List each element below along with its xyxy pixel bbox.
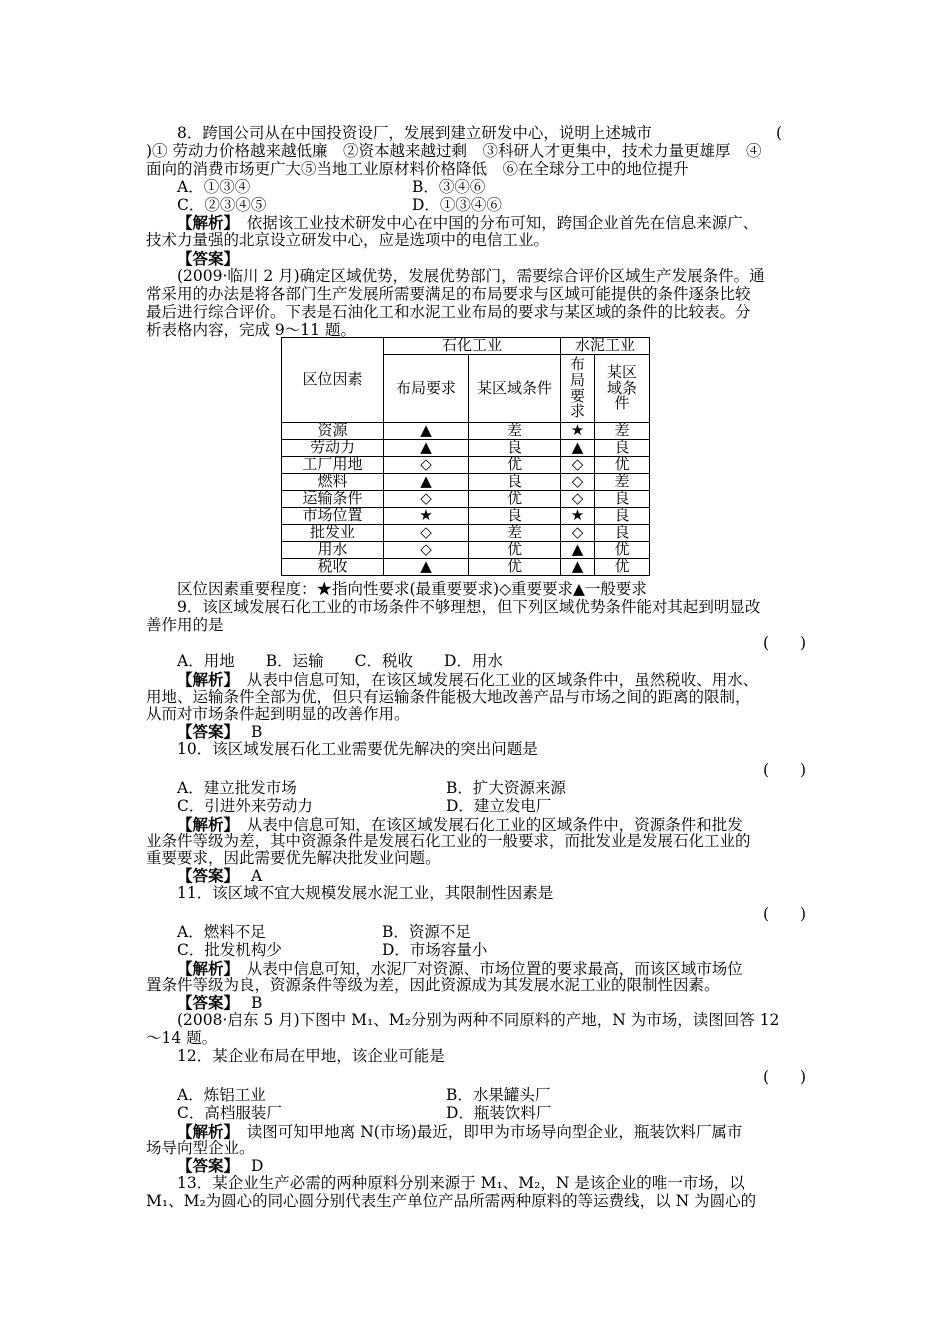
analysis-label: 【解析】 — [177, 1122, 232, 1141]
table-cell-factor: 资源 — [282, 423, 384, 440]
analysis-label: 【解析】 — [177, 959, 232, 978]
table-cell-c-req: ★ — [561, 423, 595, 440]
q10-option-b: B．扩大资源来源 — [446, 779, 566, 797]
table-cell-c-cond: 优 — [595, 542, 650, 559]
intro2-line2: ～14 题。 — [146, 1029, 218, 1047]
table-row — [282, 525, 650, 542]
q8-option-d: D．①③④⑥ — [412, 196, 502, 214]
answer-label: 【答案】 — [177, 249, 240, 268]
table-cell-p-cond: 差 — [469, 423, 561, 440]
intro-line1: (2009·临川 2 月)确定区域优势，发展优势部门，需要综合评价区域生产发展条件。通 — [177, 267, 765, 285]
table-cell-c-req: ★ — [561, 508, 595, 525]
table-cell-factor: 用水 — [282, 542, 384, 559]
header-factor: 区位因素 — [282, 338, 384, 423]
q10-option-c: C．引进外来劳动力 — [177, 797, 313, 815]
q12-answer — [177, 1157, 263, 1175]
analysis-text: 从表中信息可知，在该区域发展石化工业的区域条件中，资源条件和批发 — [231, 816, 743, 834]
table-row — [282, 474, 650, 491]
q9-analysis — [177, 671, 758, 689]
answer-value: A — [251, 867, 263, 885]
q11-option-a: A．燃料不足 — [177, 923, 266, 941]
table-cell-p-req: ▲ — [384, 440, 469, 457]
table-cell-factor: 燃料 — [282, 474, 384, 491]
table-cell-p-cond: 良 — [469, 440, 561, 457]
table-row — [282, 508, 650, 525]
table-cell-p-cond: 优 — [469, 457, 561, 474]
answer-label: 【答案】 — [177, 866, 240, 885]
answer-value: D — [251, 1157, 264, 1175]
table-cell-p-cond: 差 — [469, 525, 561, 542]
answer-label: 【答案】 — [177, 1156, 240, 1175]
table-cell-c-req: ◇ — [561, 474, 595, 491]
table-cell-c-cond: 差 — [595, 423, 650, 440]
q13-stem: 13．某企业生产必需的两种原料分别来源于 M₁、M₂，N 是该企业的唯一市场，以 — [177, 1174, 745, 1192]
table-row — [282, 559, 650, 576]
table-cell-p-cond: 良 — [469, 474, 561, 491]
q8-analysis — [177, 214, 758, 232]
intro-line3: 最后进行综合评价。下表是石油化工和水泥工业布局的要求与某区域的条件的比较表。分 — [146, 303, 751, 321]
table-cell-c-cond: 优 — [595, 559, 650, 576]
q9-paren: ( ) — [763, 634, 807, 652]
analysis-text: 从表中信息可知，水泥厂对资源、市场位置的要求最高，而该区域市场位 — [231, 960, 743, 978]
table-row — [282, 423, 650, 440]
table-cell-p-req: ◇ — [384, 542, 469, 559]
q12-option-c: C．高档服装厂 — [177, 1104, 282, 1122]
q8-stem: 8．跨国公司从在中国投资设厂，发展到建立研发中心，说明上述城市 — [177, 124, 652, 142]
answer-value: B — [251, 994, 263, 1012]
q8-analysis-line2: 技术力量强的北京设立研发中心，应是选项中的电信工业。 — [146, 231, 550, 249]
q12-option-b: B．水果罐头厂 — [446, 1086, 551, 1104]
table-cell-p-req: ▲ — [384, 423, 469, 440]
table-cell-factor: 工厂用地 — [282, 457, 384, 474]
comparison-table — [281, 337, 650, 576]
intro-line2: 常采用的办法是将各部门生产发展所需要满足的布局要求与区域可能提供的条件逐条比较 — [146, 285, 751, 303]
table-cell-c-cond: 差 — [595, 474, 650, 491]
table-cell-p-cond: 良 — [469, 508, 561, 525]
table-cell-c-cond: 良 — [595, 440, 650, 457]
q10-analysis-line2: 业条件等级为差，其中资源条件是发展石化工业的一般要求，而批发业是发展石化工业的 — [146, 832, 751, 850]
table-row — [282, 491, 650, 508]
answer-value: B — [251, 723, 263, 741]
q9-analysis-line2: 用地、运输条件全部为优，但只有运输条件能极大地改善产品与市场之间的距离的限制， — [146, 688, 751, 706]
q11-answer — [177, 994, 262, 1012]
table-cell-factor: 运输条件 — [282, 491, 384, 508]
table-legend: 区位因素重要程度：★指向性要求(最重要要求)◇重要要求▲一般要求 — [177, 580, 647, 598]
table-row — [282, 440, 650, 457]
table-cell-p-cond: 优 — [469, 542, 561, 559]
q12-paren: ( ) — [763, 1068, 807, 1086]
q8-option-a: A．①③④ — [177, 178, 251, 196]
analysis-text: 读图可知甲地离 N(市场)最近，即甲为市场导向型企业，瓶装饮料厂属市 — [231, 1123, 743, 1141]
q12-analysis — [177, 1123, 742, 1141]
q9-options: A．用地 B．运输 C．税收 D．用水 — [177, 652, 503, 670]
analysis-text: 从表中信息可知，在该区域发展石化工业的区域条件中，虽然税收、用水、 — [231, 671, 759, 689]
header-petro-cond: 某区域条件 — [469, 355, 561, 423]
q8-line3: 面向的消费市场更广大⑤当地工业原材料价格降低 ⑥在全球分工中的地位提升 — [146, 160, 689, 178]
q10-stem: 10．该区域发展石化工业需要优先解决的突出问题是 — [177, 740, 538, 758]
q12-option-d: D．瓶装饮料厂 — [446, 1104, 552, 1122]
q9-stem: 9．该区域发展石化工业的市场条件不够理想，但下列区域优势条件能对其起到明显改 — [177, 598, 761, 616]
q9-answer — [177, 723, 262, 741]
q11-option-d: D．市场容量小 — [382, 941, 488, 959]
table-cell-p-req: ◇ — [384, 491, 469, 508]
analysis-label: 【解析】 — [177, 670, 232, 689]
table-cell-p-req: ◇ — [384, 525, 469, 542]
table-cell-factor: 税收 — [282, 559, 384, 576]
q8-paren: ( — [776, 124, 783, 142]
q12-stem: 12．某企业布局在甲地，该企业可能是 — [177, 1047, 445, 1065]
table-cell-c-cond: 良 — [595, 508, 650, 525]
q12-analysis-line2: 场导向型企业。 — [146, 1139, 255, 1157]
table-cell-c-req: ▲ — [561, 440, 595, 457]
intro-line4: 析表格内容，完成 9～11 题。 — [146, 321, 356, 339]
q11-stem: 11．该区域不宜大规模发展水泥工业，其限制性因素是 — [177, 884, 554, 902]
q11-option-c: C．批发机构少 — [177, 941, 282, 959]
table-cell-c-cond: 良 — [595, 491, 650, 508]
table-cell-p-req: ★ — [384, 508, 469, 525]
q10-option-a: A．建立批发市场 — [177, 779, 297, 797]
table-cell-p-req: ▲ — [384, 474, 469, 491]
table-cell-factor: 市场位置 — [282, 508, 384, 525]
table-cell-c-cond: 优 — [595, 457, 650, 474]
table-cell-c-req: ◇ — [561, 525, 595, 542]
table-cell-factor: 劳动力 — [282, 440, 384, 457]
analysis-label: 【解析】 — [177, 213, 232, 232]
table-cell-p-cond: 优 — [469, 491, 561, 508]
q11-paren: ( ) — [763, 905, 807, 923]
table-cell-p-cond: 优 — [469, 559, 561, 576]
table-row — [282, 542, 650, 559]
analysis-text: 依据该工业技术研发中心在中国的分布可知，跨国企业首先在信息来源广、 — [231, 214, 759, 232]
table-cell-p-req: ▲ — [384, 559, 469, 576]
table-cell-p-req: ◇ — [384, 457, 469, 474]
q8-answer — [177, 250, 239, 268]
analysis-label: 【解析】 — [177, 815, 232, 834]
q10-paren: ( ) — [763, 761, 807, 779]
q11-analysis-line2: 置条件等级为良，资源条件等级为差，因此资源成为其发展水泥工业的限制性因素。 — [146, 976, 720, 994]
header-petro: 石化工业 — [384, 338, 561, 355]
table-cell-c-req: ◇ — [561, 457, 595, 474]
table-row — [282, 457, 650, 474]
header-cement-cond: 某区域条件 — [595, 355, 650, 423]
header-petro-req: 布局要求 — [384, 355, 469, 423]
header-cement: 水泥工业 — [561, 338, 650, 355]
q8-option-c: C．②③④⑤ — [177, 196, 267, 214]
q9-stem-line2: 善作用的是 — [146, 616, 224, 634]
q8-line2: )① 劳动力价格越来越低廉 ②资本越来越过剩 ③科研人才更集中，技术力量更雄厚 ④ — [146, 142, 762, 160]
header-cement-req: 布局要求 — [561, 355, 595, 423]
table-cell-factor: 批发业 — [282, 525, 384, 542]
answer-label: 【答案】 — [177, 993, 240, 1012]
q12-option-a: A．炼铝工业 — [177, 1086, 266, 1104]
table-cell-c-req: ◇ — [561, 491, 595, 508]
q10-answer — [177, 867, 262, 885]
q13-stem-line2: M₁、M₂为圆心的同心圆分别代表生产单位产品所需两种原料的等运费线，以 N 为圆心的 — [146, 1192, 757, 1210]
table-cell-c-cond: 良 — [595, 525, 650, 542]
answer-label: 【答案】 — [177, 722, 240, 741]
intro2-line1: (2008·启东 5 月)下图中 M₁、M₂分别为两种不同原料的产地，N 为市场，读图回答 12 — [177, 1011, 780, 1029]
q10-analysis-line3: 重要要求，因此需要优先解决批发业问题。 — [146, 849, 441, 867]
table-cell-c-req: ▲ — [561, 559, 595, 576]
q8-option-b: B．③④⑥ — [412, 178, 486, 196]
q11-option-b: B．资源不足 — [382, 923, 471, 941]
q9-analysis-line3: 从而对市场条件起到明显的改善作用。 — [146, 705, 410, 723]
q10-option-d: D．建立发电厂 — [446, 797, 552, 815]
table-cell-c-req: ▲ — [561, 542, 595, 559]
